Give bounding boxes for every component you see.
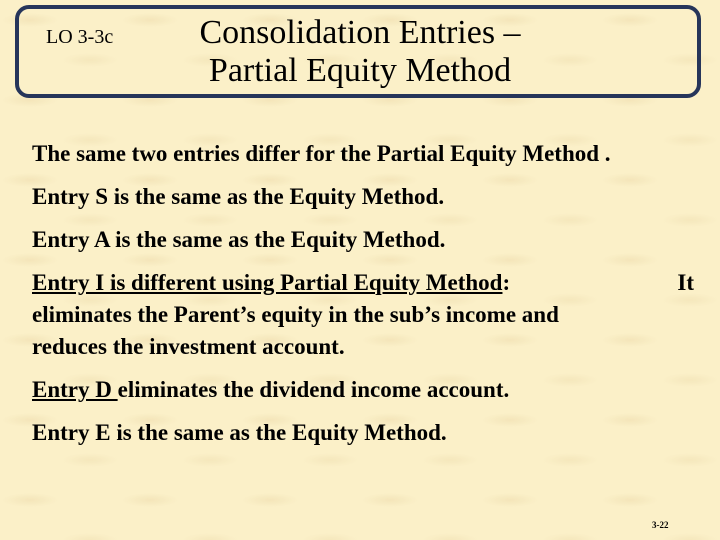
slide-title (150, 14, 570, 90)
paragraph-partial-equity-intro: The same two entries differ for the Partial Equity Method . (32, 141, 611, 166)
entry-i-heading: Entry I is different using Partial Equity Method (32, 270, 503, 295)
entry-i-line-2: eliminates the Parent’s equity in the sub’s income and (32, 302, 559, 327)
entry-i-line-3: reduces the investment account. (32, 334, 345, 359)
paragraph-entry-e: Entry E is the same as the Equity Method. (32, 420, 447, 445)
entry-d-text: eliminates the dividend income account. (117, 377, 510, 402)
paragraph-entry-s: Entry S is the same as the Equity Method. (32, 184, 445, 209)
slide-body (32, 138, 712, 460)
slide-title-line-2: Partial Equity Method (208, 52, 512, 89)
learning-objective-label: LO 3-3c (46, 26, 114, 48)
page-number: 3-22 (652, 520, 669, 530)
slide-title-line-1: Consolidation Entries – (199, 14, 521, 51)
entry-d-heading: Entry D (32, 377, 118, 402)
paragraph-entry-d (32, 374, 712, 406)
entry-i-line-1 (32, 267, 712, 299)
paragraph-entry-a: Entry A is the same as the Equity Method. (32, 227, 446, 252)
entry-i-it-word: It (677, 270, 694, 295)
paragraph-entry-i (32, 267, 712, 363)
entry-i-colon: : (502, 270, 511, 295)
